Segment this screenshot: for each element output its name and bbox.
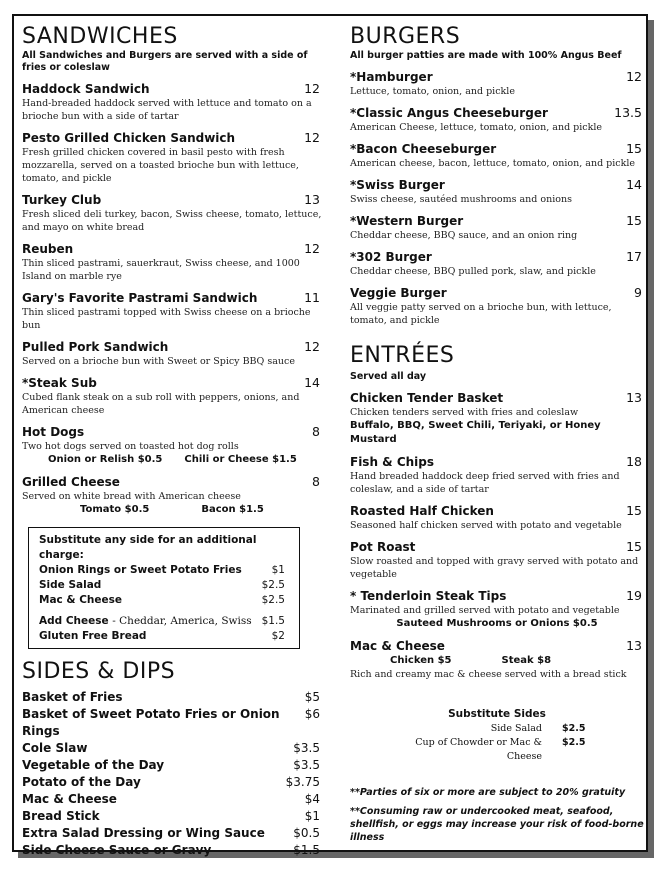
item-description: Fresh grilled chicken covered in basil pesto with fresh mozzarella, served on a toasted brioche bun with lettuce, tomato, and pickle	[22, 147, 299, 184]
item-description: Cheddar cheese, BBQ sauce, and an onion ring	[350, 230, 578, 241]
side-name: Cole Slaw	[22, 741, 88, 755]
menu-item	[22, 339, 322, 368]
sides-list	[22, 689, 322, 859]
menu-item	[350, 454, 644, 496]
substitute-sides	[350, 707, 644, 764]
extra-option: Chili or Cheese $1.5	[184, 454, 297, 465]
extra-option: Bacon $1.5	[201, 504, 264, 515]
item-price: 15	[626, 213, 642, 228]
item-name: *Bacon Cheeseburger	[350, 142, 497, 156]
menu-item	[350, 105, 644, 134]
item-description: Thin sliced pastrami topped with Swiss cheese on a brioche bun	[22, 307, 311, 331]
item-name: Veggie Burger	[350, 286, 447, 300]
item-extra: Sauteed Mushrooms or Onions $0.5	[396, 618, 598, 629]
item-name: Pesto Grilled Chicken Sandwich	[22, 131, 236, 145]
side-price: $3.5	[293, 741, 320, 755]
menu-item	[22, 241, 322, 283]
item-description: Hand breaded haddock deep fried served with fries and coleslaw, and a side of tartar	[350, 471, 620, 495]
substitute-sides-name: Cup of Chowder or Mac & Cheese	[415, 737, 542, 762]
item-price: 12	[304, 130, 320, 145]
item-price: 19	[626, 588, 642, 603]
item-price: 13	[626, 390, 642, 405]
extra-option: Tomato $0.5	[80, 504, 150, 515]
item-description: Thin sliced pastrami, sauerkraut, Swiss cheese, and 1000 Island on marble rye	[22, 258, 300, 282]
side-price: $1.5	[293, 843, 320, 857]
extra-option: Onion or Relish $0.5	[48, 454, 163, 465]
item-name: Pot Roast	[350, 540, 416, 554]
menu-notes	[350, 786, 644, 844]
item-price: 13	[626, 638, 642, 653]
item-description: Slow roasted and topped with gravy served with potato and vegetable	[350, 556, 639, 580]
item-price: 17	[626, 249, 642, 264]
side-item	[22, 774, 322, 791]
item-name: *Classic Angus Cheeseburger	[350, 106, 548, 120]
extra-option: Steak $8	[501, 655, 552, 666]
side-price: $3.5	[293, 758, 320, 772]
menu-item	[350, 503, 644, 532]
item-description: Seasoned half chicken served with potato and vegetable	[350, 520, 622, 531]
substitute-sides-price: $2.5	[562, 737, 586, 748]
menu-item	[350, 249, 644, 278]
add-cheese-row	[39, 614, 291, 629]
item-extras	[22, 503, 322, 517]
item-description: Served on a brioche bun with Sweet or Spicy BBQ sauce	[22, 356, 295, 367]
item-name: *Steak Sub	[22, 376, 97, 390]
side-name: Mac & Cheese	[22, 792, 117, 806]
left-column	[22, 24, 322, 859]
side-item	[22, 808, 322, 825]
menu-item	[350, 213, 644, 242]
item-description: Chicken tenders served with fries and coleslaw	[350, 407, 579, 418]
menu-item	[350, 588, 644, 631]
item-price: 14	[626, 177, 642, 192]
item-description: Two hot dogs served on toasted hot dog rolls	[22, 441, 239, 452]
extra-option: Chicken $5	[390, 655, 452, 666]
item-name: *Western Burger	[350, 214, 464, 228]
menu-item	[350, 141, 644, 170]
item-description: Marinated and grilled served with potato and vegetable	[350, 605, 620, 616]
substitute-row	[39, 563, 291, 578]
gluten-free-row	[39, 629, 291, 644]
menu-item	[22, 192, 322, 234]
burgers-title: BURGERS	[350, 24, 461, 49]
item-name: Roasted Half Chicken	[350, 504, 494, 518]
substitute-side-box	[28, 527, 300, 649]
item-price: 15	[626, 503, 642, 518]
item-description: Cubed flank steak on a sub roll with peppers, onions, and American cheese	[22, 392, 300, 416]
item-price: 14	[304, 375, 320, 390]
substitute-row	[39, 578, 291, 593]
item-description: Served on white bread with American cheese	[22, 491, 241, 502]
menu-item	[350, 69, 644, 98]
side-price: $5	[304, 690, 320, 704]
side-name: Potato of the Day	[22, 775, 141, 789]
item-name: * Tenderloin Steak Tips	[350, 589, 507, 603]
item-price: 12	[304, 241, 320, 256]
item-price: 12	[304, 81, 320, 96]
item-price: 9	[634, 285, 642, 300]
entrees-title: ENTRÉES	[350, 343, 455, 368]
item-description: American cheese, bacon, lettuce, tomato, onion, and pickle	[350, 158, 636, 169]
item-name: Haddock Sandwich	[22, 82, 150, 96]
menu-item	[22, 130, 322, 185]
substitute-box-title: Substitute any side for an additional charge:	[39, 534, 257, 561]
side-price: $1	[304, 809, 320, 823]
sandwiches-subtitle: All Sandwiches and Burgers are served with a side of fries or coleslaw	[22, 50, 308, 73]
item-description: American Cheese, lettuce, tomato, onion, and pickle	[350, 122, 603, 133]
side-item	[22, 740, 322, 757]
side-item	[22, 825, 322, 842]
item-name: *302 Burger	[350, 250, 432, 264]
add-cheese-price: $1.5	[261, 615, 285, 627]
side-name: Extra Salad Dressing or Wing Sauce	[22, 826, 265, 840]
substitute-name: Side Salad	[39, 579, 102, 591]
side-name: Side Cheese Sauce or Gravy	[22, 843, 212, 857]
side-name: Basket of Fries	[22, 690, 123, 704]
item-name: Gary's Favorite Pastrami Sandwich	[22, 291, 258, 305]
item-description: Cheddar cheese, BBQ pulled pork, slaw, and pickle	[350, 266, 596, 277]
menu-item	[350, 539, 644, 581]
side-price: $0.5	[293, 826, 320, 840]
side-name: Vegetable of the Day	[22, 758, 165, 772]
gluten-free-price: $2	[271, 630, 285, 642]
item-price: 12	[304, 339, 320, 354]
add-cheese-detail: - Cheddar, America, Swiss	[112, 615, 252, 627]
item-price: 11	[304, 290, 320, 305]
substitute-price: $1	[271, 564, 285, 576]
substitute-sides-price: $2.5	[562, 723, 586, 734]
item-extras	[350, 654, 644, 668]
item-name: Grilled Cheese	[22, 475, 120, 489]
side-item	[22, 706, 322, 740]
menu-item	[350, 390, 644, 447]
item-description: Hand-breaded haddock served with lettuce and tomato on a brioche bun with a side of tartar	[22, 98, 312, 122]
item-name: Hot Dogs	[22, 425, 85, 439]
gluten-free-label: Gluten Free Bread	[39, 630, 147, 642]
item-extras	[22, 453, 322, 467]
gratuity-note: **Parties of six or more are subject to 20% gratuity	[350, 787, 626, 798]
menu-item	[22, 424, 322, 467]
item-description: Lettuce, tomato, onion, and pickle	[350, 86, 515, 97]
item-price: 18	[626, 454, 642, 469]
substitute-name: Onion Rings or Sweet Potato Fries	[39, 564, 242, 576]
add-cheese-label: Add Cheese	[39, 615, 109, 627]
menu-item	[350, 638, 644, 681]
item-price: 8	[312, 424, 320, 439]
side-price: $3.75	[285, 775, 320, 789]
side-price: $4	[304, 792, 320, 806]
menu-item	[350, 285, 644, 327]
sandwiches-title: SANDWICHES	[22, 24, 178, 49]
substitute-sides-name: Side Salad	[490, 723, 542, 734]
substitute-name: Mac & Cheese	[39, 594, 123, 606]
item-name: *Hamburger	[350, 70, 433, 84]
menu-item	[22, 474, 322, 517]
substitute-price: $2.5	[261, 594, 285, 606]
item-name: Pulled Pork Sandwich	[22, 340, 169, 354]
menu-page	[12, 14, 648, 857]
side-name: Bread Stick	[22, 809, 100, 823]
item-price: 12	[626, 69, 642, 84]
substitute-row	[39, 593, 291, 608]
item-description: All veggie patty served on a brioche bun, with lettuce, tomato, and pickle	[350, 302, 612, 326]
right-column	[350, 24, 644, 850]
item-price: 8	[312, 474, 320, 489]
item-price: 15	[626, 539, 642, 554]
substitute-sides-row	[350, 722, 644, 736]
food-safety-note: **Consuming raw or undercooked meat, seafood, shellfish, or eggs may increase your risk of food-borne illness	[350, 806, 644, 843]
item-price: 13.5	[614, 105, 642, 120]
item-name: *Swiss Burger	[350, 178, 445, 192]
side-item	[22, 757, 322, 774]
burgers-subtitle: All burger patties are made with 100% Angus Beef	[350, 50, 622, 61]
sides-title: SIDES & DIPS	[22, 659, 176, 684]
substitute-price: $2.5	[261, 579, 285, 591]
item-name: Fish & Chips	[350, 455, 435, 469]
item-price: 15	[626, 141, 642, 156]
item-name: Mac & Cheese	[350, 639, 445, 653]
menu-item	[350, 177, 644, 206]
side-item	[22, 842, 322, 859]
substitute-sides-row	[350, 736, 644, 764]
side-name: Basket of Sweet Potato Fries or Onion Rings	[22, 707, 280, 738]
item-name: Chicken Tender Basket	[350, 391, 504, 405]
item-description: Swiss cheese, sautéed mushrooms and onions	[350, 194, 572, 205]
side-item	[22, 791, 322, 808]
substitute-sides-title: Substitute Sides	[448, 708, 546, 720]
side-price: $6	[304, 707, 320, 721]
side-item	[22, 689, 322, 706]
menu-item	[22, 81, 322, 123]
item-price: 13	[304, 192, 320, 207]
item-extra: Buffalo, BBQ, Sweet Chili, Teriyaki, or Honey Mustard	[350, 420, 601, 445]
item-name: Reuben	[22, 242, 74, 256]
item-name: Turkey Club	[22, 193, 102, 207]
item-description: Fresh sliced deli turkey, bacon, Swiss cheese, tomato, lettuce, and mayo on white bread	[22, 209, 322, 233]
entrees-subtitle: Served all day	[350, 371, 427, 382]
menu-item	[22, 290, 322, 332]
menu-item	[22, 375, 322, 417]
item-description: Rich and creamy mac & cheese served with a bread stick	[350, 669, 627, 680]
